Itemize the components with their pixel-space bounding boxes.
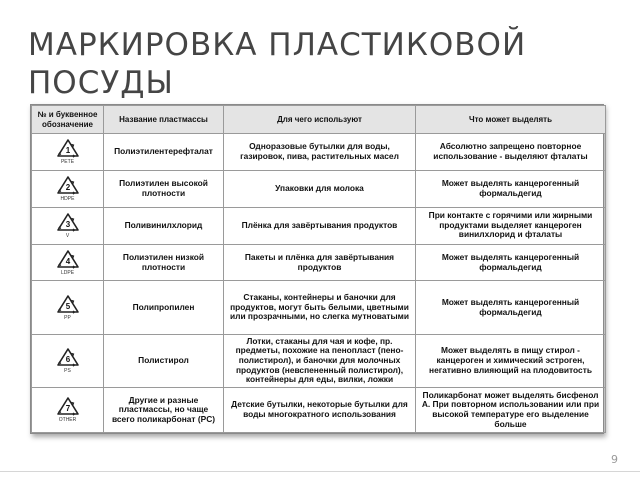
footer-divider bbox=[0, 471, 640, 472]
recycle-triangle-icon bbox=[56, 396, 80, 416]
plastic-name-cell: Полистирол bbox=[104, 334, 224, 387]
resin-number: 7 bbox=[65, 404, 70, 414]
table-row bbox=[32, 281, 606, 334]
table-header-row bbox=[32, 106, 606, 134]
resin-code: PS bbox=[64, 368, 71, 375]
slide-title: МАРКИРОВКА ПЛАСТИКОВОЙ ПОСУДЫ bbox=[28, 27, 527, 101]
emits-cell: Абсолютно запрещено повторное использование - выделяют фталаты bbox=[416, 134, 606, 171]
emits-cell: Может выделять канцерогенный формальдегид bbox=[416, 281, 606, 334]
resin-number: 3 bbox=[65, 220, 70, 230]
resin-code: HDPE bbox=[60, 196, 75, 203]
usage-cell: Плёнка для завёртывания продуктов bbox=[224, 207, 416, 244]
resin-number: 5 bbox=[65, 302, 70, 312]
plastic-name-cell: Поливинилхлорид bbox=[104, 207, 224, 244]
usage-cell: Упаковки для молока bbox=[224, 170, 416, 207]
resin-code: OTHER bbox=[58, 417, 77, 424]
recycle-symbol-cell bbox=[32, 207, 104, 244]
table-row bbox=[32, 170, 606, 207]
header-number-code: № и буквенное обозначение bbox=[32, 106, 104, 134]
emits-cell: Поликарбонат может выделять бисфенол А. При повторном использовании или при высокой температуре его выделение больше bbox=[416, 387, 606, 432]
resin-number: 2 bbox=[65, 183, 70, 193]
recycle-symbol-cell bbox=[32, 244, 104, 281]
recycle-symbol-cell bbox=[32, 170, 104, 207]
plastic-marking-table bbox=[30, 104, 604, 434]
plastic-name-cell: Полипропилен bbox=[104, 281, 224, 334]
recycle-triangle-icon bbox=[56, 347, 80, 367]
emits-cell: Может выделять в пищу стирол - канцероген и химический эстроген, негативно влияющий на плодовитость bbox=[416, 334, 606, 387]
plastic-name-cell: Полиэтилен низкой плотности bbox=[104, 244, 224, 281]
recycle-triangle-icon bbox=[56, 249, 80, 269]
usage-cell: Пакеты и плёнка для завёртывания продуктов bbox=[224, 244, 416, 281]
usage-cell: Детские бутылки, некоторые бутылки для воды многократного использования bbox=[224, 387, 416, 432]
recycle-triangle-icon bbox=[56, 138, 80, 158]
recycle-symbol-cell bbox=[32, 134, 104, 171]
usage-cell: Лотки, стаканы для чая и кофе, пр. предметы, похожие на пенопласт (пено-полистирол), и баночки для молочных продуктов (невспененный полистирол), контейнеры для еды, вилки, ложки bbox=[224, 334, 416, 387]
header-emits: Что может выделять bbox=[416, 106, 606, 134]
page-number: 9 bbox=[611, 453, 618, 466]
recycle-symbol-cell bbox=[32, 281, 104, 334]
recycle-triangle-icon bbox=[56, 294, 80, 314]
table-row bbox=[32, 387, 606, 432]
recycle-triangle-icon bbox=[56, 212, 80, 232]
emits-cell: Может выделять канцерогенный формальдегид bbox=[416, 170, 606, 207]
resin-code: PETE bbox=[60, 159, 75, 166]
plastic-name-cell: Другие и разные пластмассы, но чаще всего поликарбонат (PC) bbox=[104, 387, 224, 432]
recycle-triangle-icon bbox=[56, 175, 80, 195]
recycle-symbol-cell bbox=[32, 387, 104, 432]
plastic-name-cell: Полиэтилен высокой плотности bbox=[104, 170, 224, 207]
header-plastic-name: Название пластмассы bbox=[104, 106, 224, 134]
usage-cell: Одноразовые бутылки для воды, газировок, пива, растительных масел bbox=[224, 134, 416, 171]
table-row bbox=[32, 207, 606, 244]
emits-cell: Может выделять канцерогенный формальдегид bbox=[416, 244, 606, 281]
resin-code: LDPE bbox=[60, 270, 75, 276]
resin-code: PP bbox=[64, 315, 71, 322]
table-row bbox=[32, 334, 606, 387]
usage-cell: Стаканы, контейнеры и баночки для продуктов, могут быть белыми, цветными или прозрачными, но слегка мутноватыми bbox=[224, 281, 416, 334]
recycle-symbol-cell bbox=[32, 334, 104, 387]
table-row bbox=[32, 244, 606, 281]
resin-number: 1 bbox=[65, 146, 70, 156]
resin-number: 6 bbox=[65, 355, 70, 365]
emits-cell: При контакте с горячими или жирными продуктами выделяет канцероген винилхлорид и фталаты bbox=[416, 207, 606, 244]
resin-number: 4 bbox=[65, 257, 70, 266]
resin-code: V bbox=[65, 233, 70, 240]
table-row bbox=[32, 134, 606, 171]
plastic-name-cell: Полиэтилентерефталат bbox=[104, 134, 224, 171]
header-usage: Для чего используют bbox=[224, 106, 416, 134]
